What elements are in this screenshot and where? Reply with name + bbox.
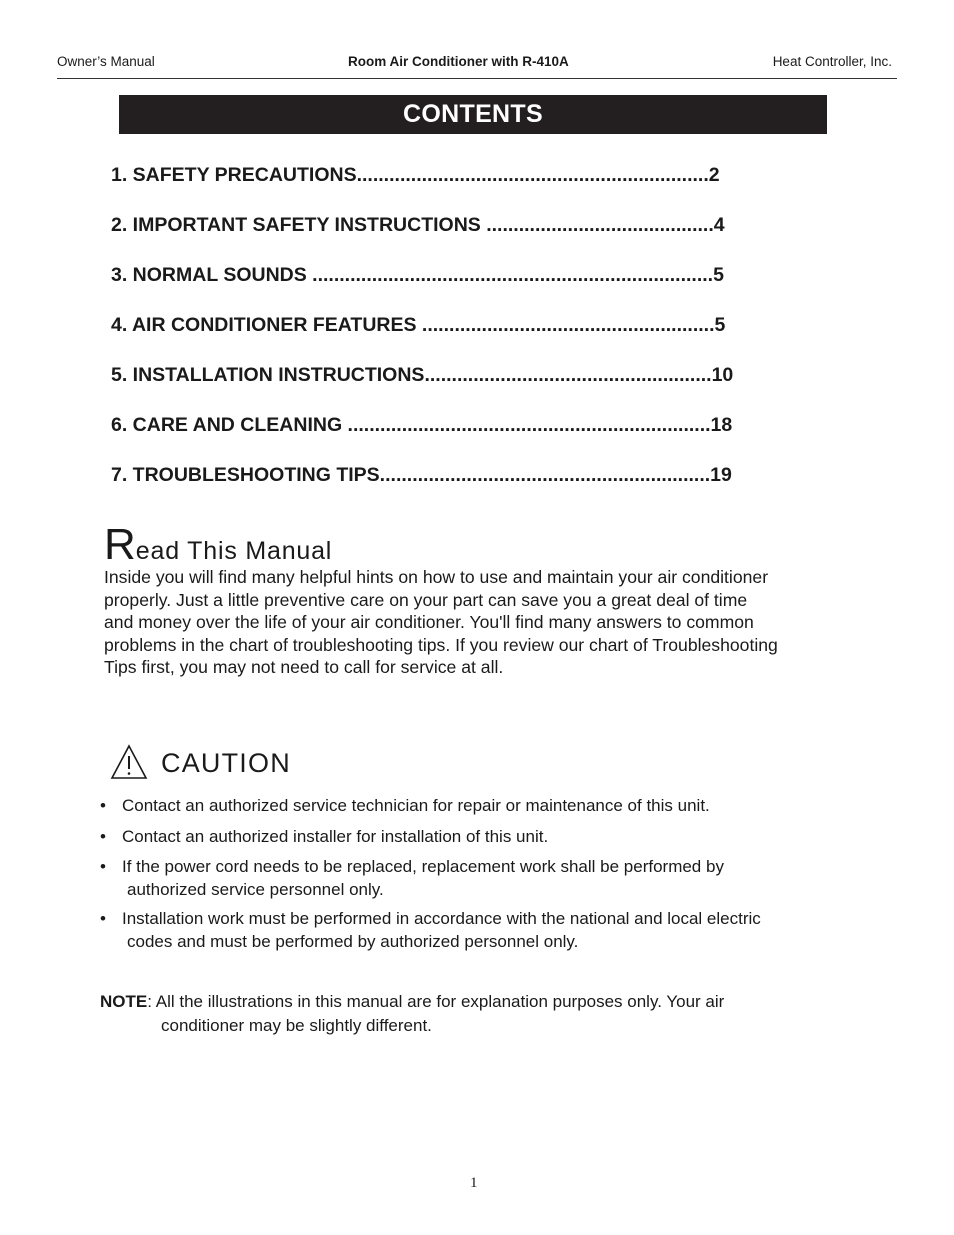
bullet-text [122, 855, 852, 901]
warning-triangle-icon [110, 744, 148, 780]
toc-entry-normal-sounds[interactable]: 3. NORMAL SOUNDS ..........................................................................5 [111, 264, 724, 286]
page-number: 1 [470, 1175, 478, 1191]
header-divider [57, 78, 897, 79]
toc-entry-safety-precautions[interactable]: 1. SAFETY PRECAUTIONS.................................................................2 [111, 164, 720, 186]
read-manual-heading [104, 520, 332, 570]
bullet-line: If the power cord needs to be replaced, replacement work shall be performed by [122, 857, 724, 876]
header-product-title: Room Air Conditioner with R-410A [348, 54, 569, 69]
bullet-line: Contact an authorized service technician for repair or maintenance of this unit. [122, 796, 710, 815]
page-header [57, 54, 892, 72]
toc-entry-air-conditioner-features[interactable]: 4. AIR CONDITIONER FEATURES ......................................................5 [111, 314, 726, 336]
note-block [100, 990, 880, 1038]
paragraph-line: Inside you will find many helpful hints on how to use and maintain your air conditioner [104, 567, 769, 587]
read-manual-paragraph [104, 566, 884, 679]
toc-entry-important-safety-instructions[interactable]: 2. IMPORTANT SAFETY INSTRUCTIONS ..........................................4 [111, 214, 725, 236]
bullet-line-continued: codes and must be performed by authorized personnel only. [127, 932, 579, 951]
bullet-marker: • [100, 909, 106, 928]
bullet-text [122, 794, 852, 817]
contents-title: CONTENTS [119, 95, 827, 134]
note-text-continued: conditioner may be slightly different. [161, 1016, 432, 1035]
read-manual-heading-rest: ead This Manual [135, 537, 333, 565]
note-text: : All the illustrations in this manual are for explanation purposes only. Your air [147, 992, 725, 1011]
caution-title: CAUTION [161, 748, 291, 778]
paragraph-line: Tips first, you may not need to call for service at all. [104, 657, 504, 678]
bullet-marker: • [100, 827, 106, 846]
bullet-marker: • [100, 796, 106, 815]
toc-entry-care-and-cleaning[interactable]: 6. CARE AND CLEANING ...................................................................18 [111, 414, 733, 436]
note-label: NOTE [100, 992, 148, 1011]
header-company-name: Heat Controller, Inc. [772, 54, 892, 69]
paragraph-line: properly. Just a little preventive care on your part can save you a great deal of time [104, 589, 748, 610]
toc-entry-troubleshooting-tips[interactable]: 7. TROUBLESHOOTING TIPS.............................................................19 [111, 464, 732, 486]
bullet-line-continued: authorized service personnel only. [127, 880, 384, 899]
paragraph-line: problems in the chart of troubleshooting tips. If you review our chart of Troubleshooting [104, 634, 778, 655]
read-manual-heading-initial: R [104, 520, 136, 569]
bullet-line: Contact an authorized installer for installation of this unit. [122, 827, 549, 846]
bullet-line: Installation work must be performed in accordance with the national and local electric [122, 909, 761, 928]
bullet-marker: • [100, 857, 106, 876]
toc-entry-installation-instructions[interactable]: 5. INSTALLATION INSTRUCTIONS.....................................................10 [111, 364, 734, 386]
bullet-text [122, 825, 852, 848]
bullet-text [122, 907, 852, 953]
header-manual-label: Owner’s Manual [57, 54, 155, 69]
paragraph-line: and money over the life of your air conditioner. You'll find many answers to common [104, 612, 754, 633]
